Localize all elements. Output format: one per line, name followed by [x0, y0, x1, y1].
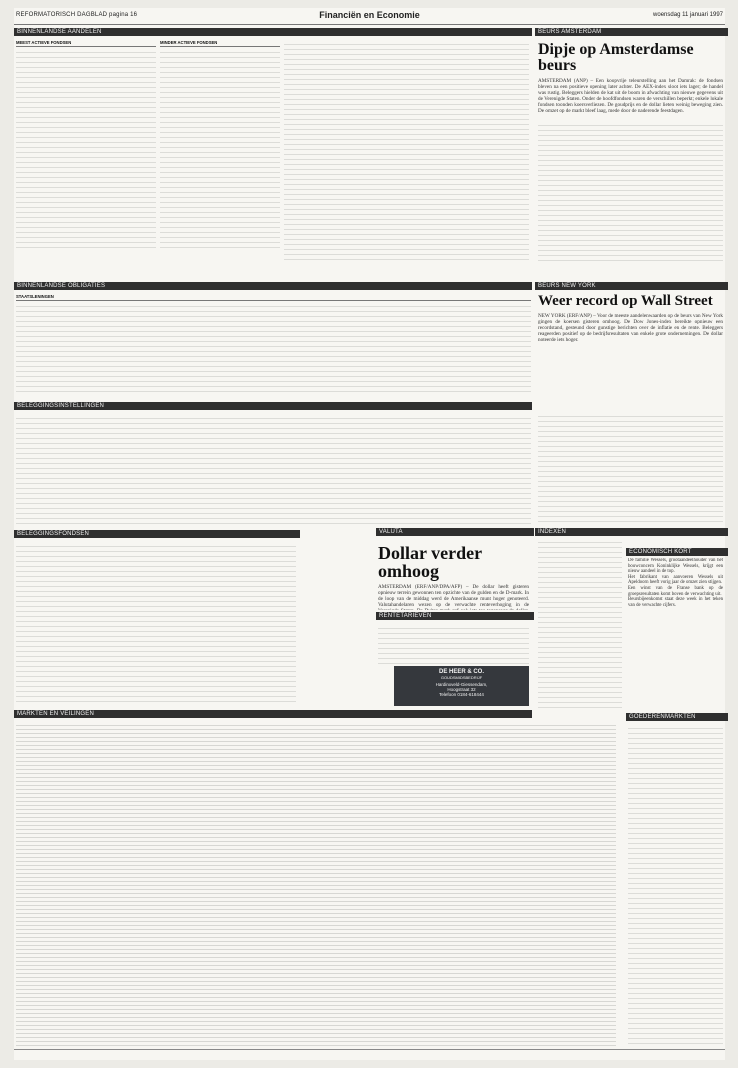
footer — [14, 1049, 725, 1060]
band-beleggingsinstellingen: BELEGGINGSINSTELLINGEN — [14, 402, 532, 410]
band-binnenlandse-obligaties: BINNENLANDSE OBLIGATIES — [14, 282, 532, 290]
advert-phone: Telefoon 0184-618444 — [439, 692, 484, 697]
band-beurs-amsterdam: BEURS AMSTERDAM — [535, 28, 728, 36]
newyork-table — [538, 412, 723, 524]
aandelen-col-1: MEEST ACTIEVE FONDSEN — [16, 40, 156, 260]
band-binnenlandse-aandelen: BINNENLANDSE AANDELEN — [14, 28, 532, 36]
eco-item-2: Het fabrikant van aanvoeren Wessels uit Apeldoorn heeft vorig jaar de omzet zien stijgen. — [628, 574, 723, 586]
eco-item-3: Een winst van de Franse bank op de groepsresultaten komt boven de verwachting uit. — [628, 585, 723, 597]
markten-text — [16, 722, 616, 1047]
beleggingsinstellingen-table — [16, 414, 531, 524]
aandelen-col-2: MINDER ACTIEVE FONDSEN — [160, 40, 280, 260]
masthead — [14, 8, 725, 25]
beurs-amsterdam-body: AMSTERDAM (ANP) – Een koopvrije teleurstelling aan het Damrak: de fondsen bleven na een positieve opening later achter. De AEX-index sloot iets lager; de handel was rustig. Beleggers hielden de kat uit de boom in afwachting van nieuwe gegevens uit de Verenigde Staten. Onder de hoofdfondsen waren de verschillen beperkt; enkele lokale fondsen toonden koersverliezen. De goudprijs en de dollar lieten weinig beweging zien. De omzet op de markt bleef laag, mede door de naderende feestdagen. — [538, 78, 723, 115]
beurs-newyork-article — [538, 294, 723, 404]
valuta-article — [378, 538, 529, 610]
band-beurs-new-york: BEURS NEW YORK — [535, 282, 728, 290]
economisch-kort-list — [628, 558, 723, 708]
aandelen-col-3 — [284, 40, 529, 260]
advert-de-heer — [394, 666, 529, 706]
rentetarieven-table — [378, 624, 529, 664]
band-valuta: VALUTA — [376, 528, 534, 536]
beurs-amsterdam-article — [538, 42, 723, 277]
band-beleggingsfondsen: BELEGGINGSFONDSEN — [14, 530, 300, 538]
beurs-newyork-body: NEW YORK (ERF/ANP) – Voor de meeste aandelenwaarden op de beurs van New York gingen de koersen gisteren omhoog. De Dow Jones-index bereikte opnieuw een recordstand, gesteund door gunstige berichten over de inflatie en de rente. Beleggers reageerden positief op de bedrijfsresultaten van enkele grote ondernemingen. De dollar noteerde iets hoger. — [538, 313, 723, 344]
band-goederen: GOEDERENMARKTEN — [626, 713, 728, 721]
newspaper-page — [14, 8, 725, 1060]
beleggingsfondsen-table — [16, 542, 296, 704]
valuta-headline: Dollar verder omhoog — [378, 543, 482, 581]
eco-item-4: Beursbijeenkomst staat deze week in het teken van de verwachte cijfers. — [628, 597, 723, 608]
beurs-amsterdam-headline: Dipje op Amsterdamse beurs — [538, 42, 694, 74]
band-rentetarieven: RENTETARIEVEN — [376, 612, 534, 620]
masthead-date: woensdag 11 januari 1997 — [653, 12, 723, 18]
valuta-body: AMSTERDAM (ERF/ANP/DPA/AFP) – De dollar heeft gisteren opnieuw terrein gewonnen ten opzichte van de gulden en de D-mark. In de loop van de middag werd de Amerikaanse munt hoger genoteerd. Valutahandelaren wezen op de verwachte renteverhoging in de — [378, 584, 529, 609]
masthead-left: REFORMATORISCH DAGBLAD pagina 16 — [16, 12, 138, 18]
obligaties-tables: STAATSLENINGEN — [16, 294, 531, 399]
advert-address2: Hoogstraat 32 — [447, 687, 476, 692]
indexen-table — [538, 538, 622, 708]
band-markten: MARKTEN EN VEILINGEN — [14, 710, 532, 718]
band-indexen: INDEXEN — [535, 528, 728, 536]
beurs-newyork-headline: Weer record op Wall Street — [538, 294, 713, 309]
goederen-table — [628, 724, 723, 1046]
masthead-title: Financiën en Economie — [319, 10, 420, 20]
eco-item-1: De familie Wessels, grootaandeelhouder van het bouwconcern Koninklijke Wessels, krijgt een nieuw aandeel in de top. — [628, 558, 723, 575]
advert-sub: GOUDSMIDSBEDRIJF — [440, 675, 483, 680]
advert-name: DE HEER & CO. — [438, 669, 484, 675]
advert-address1: Hardinxveld-Giessendam, — [435, 682, 488, 687]
band-economisch-kort: ECONOMISCH KORT — [626, 548, 728, 556]
